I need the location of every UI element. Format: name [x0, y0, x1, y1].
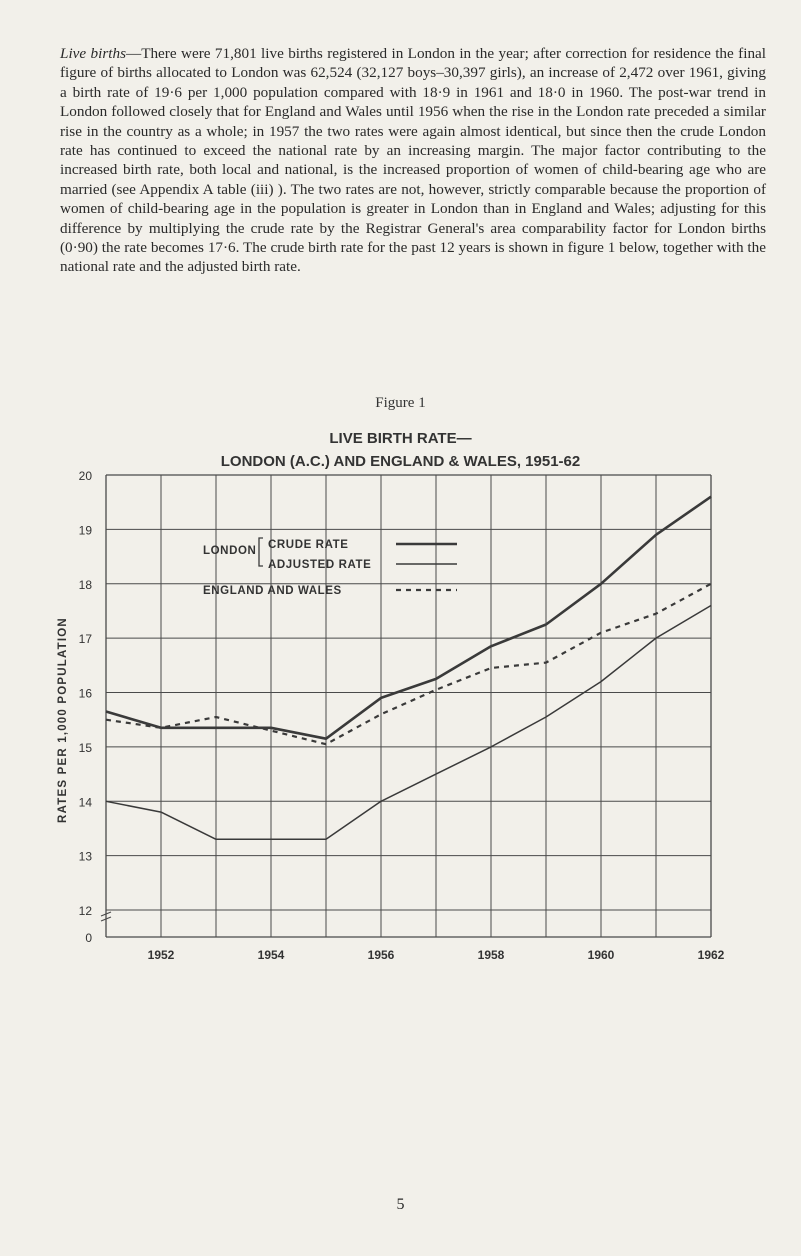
- legend-label: ENGLAND AND WALES: [203, 585, 342, 597]
- x-tick-label: 1952: [147, 948, 175, 962]
- x-tick-label: 1962: [697, 948, 725, 962]
- page-number: 5: [396, 1196, 405, 1213]
- x-tick-label: 1954: [257, 948, 285, 962]
- paragraph-lead: Live births: [60, 45, 126, 62]
- series-line-crude-rate: [106, 497, 711, 739]
- y-tick-label: 17: [78, 632, 92, 647]
- paragraph-body: —There were 71,801 live births registered in London in the year; after correction for residence the final figure of births allocated to London was 62,524 (32,127 boys–30,397 girls), an increase of 2,472 over 1961, giving a birth rate of 19·6 per 1,000 population compared with 18·9 in 1961 and 18·0 in 1960. The post-war trend in London followed closely that for England and Wales until 1956 when the rise in the London rate preceded a similar rise in the country as a whole; in 1957 the two rates were again almost identical, but since then the crude London rate has continued to exceed the national rate by an increasing margin. The major factor contributing to the increased birth rate, both local and national, is the increased proportion of women of child-bearing age who are married (see Appendix A table (iii) ). The two rates are not, however, strictly comparable because the proportion of women of child-bearing age in the population is greater in London than in England and Wales; adjusting for this difference by multiplying the crude rate by the Registrar General's area comparability factor for London births (0·90) the rate becomes 17·6. The crude birth rate for the past 12 years is shown in figure 1 below, together with the national rate and the adjusted birth rate.: [60, 45, 766, 276]
- legend-label: CRUDE RATE: [268, 539, 349, 551]
- chart-axes: [57, 469, 725, 962]
- x-tick-label: 1958: [477, 948, 505, 962]
- x-tick-label: 1956: [367, 948, 395, 962]
- series-line-england-and-wales: [106, 584, 711, 744]
- legend-bracket: [259, 538, 263, 566]
- y-tick-label: 15: [78, 740, 92, 755]
- legend-label: ADJUSTED RATE: [268, 559, 372, 571]
- figure-title-line2: LONDON (A.C.) AND ENGLAND & WALES, 1951-62: [220, 453, 581, 470]
- y-tick-label: 18: [78, 577, 92, 592]
- y-tick-label: 19: [78, 523, 92, 538]
- y-tick-label: 20: [78, 469, 92, 483]
- figure-number: Figure 1: [375, 395, 426, 411]
- y-tick-label: 16: [78, 686, 92, 701]
- y-tick-label: 0: [85, 931, 92, 945]
- chart-legend: [203, 538, 457, 597]
- series-line-adjusted-rate: [106, 606, 711, 840]
- figure-title-line1: LIVE BIRTH RATE—: [329, 430, 472, 447]
- legend-group-label: LONDON: [203, 545, 257, 557]
- x-tick-label: 1960: [587, 948, 615, 962]
- y-axis-title: RATES PER 1,000 POPULATION: [57, 617, 69, 823]
- y-tick-label: 12: [78, 904, 92, 918]
- y-tick-label: 13: [78, 849, 92, 864]
- chart-series: [106, 497, 711, 840]
- y-tick-label: 14: [78, 795, 92, 810]
